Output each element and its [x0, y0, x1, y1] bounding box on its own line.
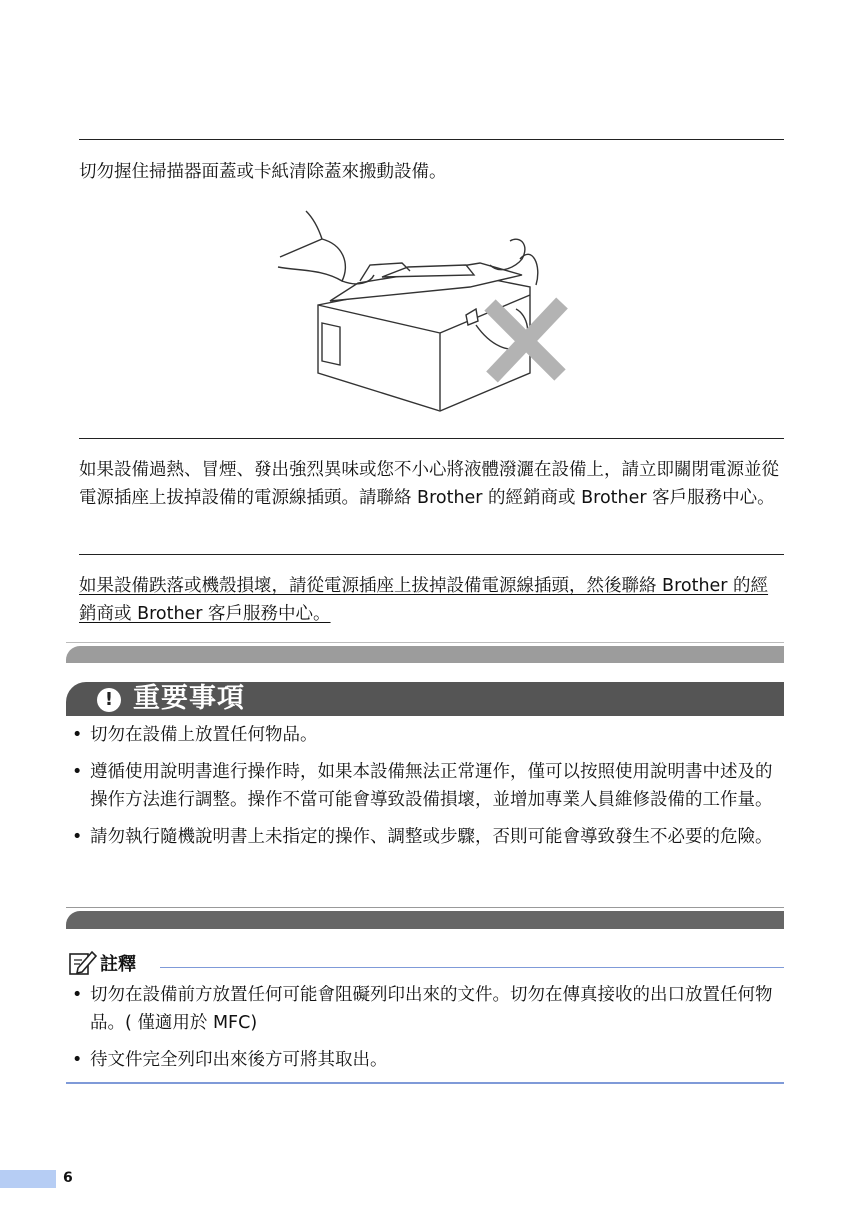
section-divider: [66, 907, 784, 908]
list-item: • 遵循使用說明書進行操作時，如果本設備無法正常運作，僅可以按照使用說明書中述及的操作方法進行調整。操作不當可能會導致設備損壞，並增加專業人員維修設備的工作量。: [70, 758, 784, 814]
section-divider: [79, 139, 784, 140]
exclamation-icon: !: [97, 688, 121, 712]
list-item: • 請勿執行隨機說明書上未指定的操作、調整或步驟，否則可能會導致發生不必要的危險。: [70, 823, 784, 851]
important-bottom-bar: [66, 911, 784, 929]
warning-dropped-text: 如果設備跌落或機殼損壞，請從電源插座上拔掉設備電源線插頭，然後聯絡 Brother 的經銷商或 Brother 客戶服務中心。: [79, 576, 769, 624]
note-title: 註釋: [100, 954, 136, 975]
note-bottom-rule: [66, 1082, 784, 1084]
page-tab: [0, 1170, 56, 1188]
important-title: 重要事項: [133, 683, 245, 714]
important-top-bar: [66, 646, 784, 663]
carry-warning-illustration: [270, 205, 570, 417]
page-number: 6: [63, 1170, 73, 1186]
bullet-icon: •: [72, 827, 83, 847]
list-item: • 切勿在設備前方放置任何可能會阻礙列印出來的文件。切勿在傳真接收的出口放置任何物品。( 僅適用於 MFC): [70, 981, 784, 1037]
note-pencil-icon: [68, 950, 98, 976]
list-item: • 待文件完全列印出來後方可將其取出。: [70, 1046, 784, 1074]
section-divider: [66, 642, 784, 643]
section-divider: [79, 554, 784, 555]
bullet-icon: •: [72, 1050, 83, 1070]
important-list: [70, 721, 784, 860]
warning-carry-text: 切勿握住掃描器面蓋或卡紙清除蓋來搬動設備。: [79, 162, 447, 182]
note-divider: [160, 967, 784, 968]
note-list: [70, 981, 784, 1083]
section-divider: [79, 438, 784, 439]
bullet-icon: •: [72, 725, 83, 745]
warning-overheat-text: 如果設備過熱、冒煙、發出強烈異味或您不小心將液體潑灑在設備上，請立即關閉電源並從電源插座上拔掉設備的電源線插頭。請聯絡 Brother 的經銷商或 Brother 客戶服務中心。: [79, 460, 779, 508]
bullet-icon: •: [72, 762, 83, 782]
list-item: • 切勿在設備上放置任何物品。: [70, 721, 784, 749]
bullet-icon: •: [72, 985, 83, 1005]
